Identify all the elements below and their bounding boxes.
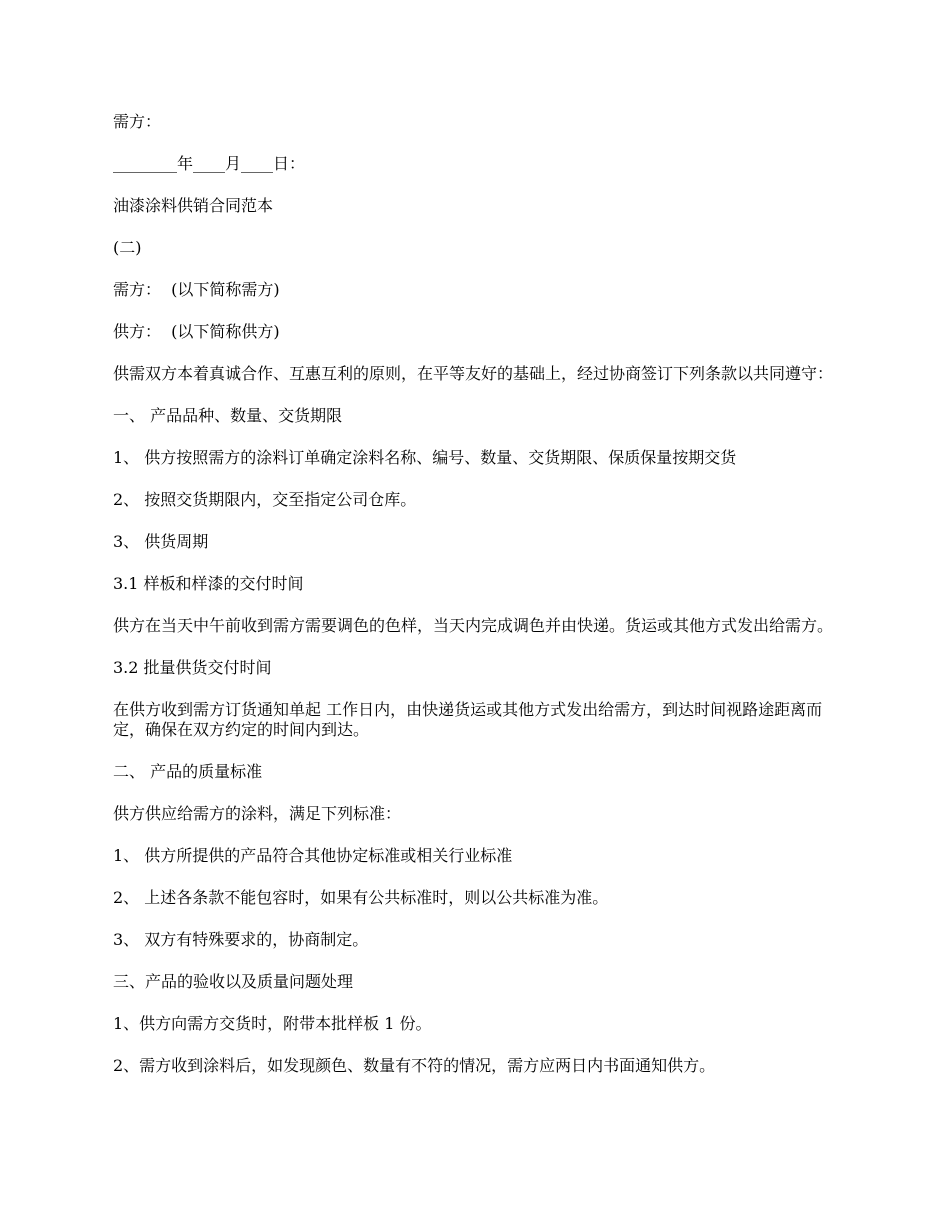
subheading-batch-delivery: 3.2 批量供货交付时间	[113, 658, 272, 677]
clause-2-2: 2、 上述各条款不能包容时，如果有公共标准时，则以公共标准为准。	[113, 887, 609, 907]
paragraph-supplier: 供方： (以下简称供方)	[113, 322, 280, 341]
clause-3-2: 2、需方收到涂料后，如发现颜色、数量有不符的情况，需方应两日内书面通知供方。	[113, 1055, 716, 1075]
paragraph-version: (二)	[113, 238, 142, 257]
paragraph-demander: 需方： (以下简称需方)	[113, 280, 280, 299]
paragraph-batch-delivery: 在供方收到需方订货通知单起 工作日内，由快递货运或其他方式发出给需方，到达时间视路途距离而定，确保在双方约定的时间内到达。	[113, 700, 823, 739]
paragraph-preamble: 供需双方本着真诚合作、互惠互利的原则，在平等友好的基础上，经过协商签订下列条款以共同遵守：	[113, 364, 834, 383]
section-heading-quality: 二、 产品的质量标准	[113, 761, 263, 781]
paragraph-date-line: ________年____月____日：	[113, 154, 306, 173]
paragraph-quality-intro: 供方供应给需方的涂料，满足下列标准：	[113, 803, 402, 823]
clause-2-1: 1、 供方所提供的产品符合其他协定标准或相关行业标准	[113, 845, 513, 865]
paragraph-sample-delivery: 供方在当天中午前收到需方需要调色的色样，当天内完成调色并由快递。货运或其他方式发出给需方。	[113, 616, 834, 635]
clause-1-2: 2、 按照交货期限内，交至指定公司仓库。	[113, 490, 417, 509]
clause-1-3: 3、 供货周期	[113, 532, 209, 551]
section-heading-acceptance: 三、产品的验收以及质量问题处理	[113, 971, 354, 991]
clause-3-1: 1、供方向需方交货时，附带本批样板 1 份。	[113, 1013, 432, 1033]
paragraph-contract-title: 油漆涂料供销合同范本	[113, 196, 274, 215]
section-heading-products: 一、 产品品种、数量、交货期限	[113, 406, 343, 425]
clause-2-3: 3、 双方有特殊要求的，协商制定。	[113, 929, 369, 949]
clause-1-1: 1、 供方按照需方的涂料订单确定涂料名称、编号、数量、交货期限、保质保量按期交货	[113, 448, 737, 467]
subheading-sample-delivery: 3.1 样板和样漆的交付时间	[113, 574, 304, 593]
paragraph-demander-label: 需方：	[113, 112, 162, 131]
